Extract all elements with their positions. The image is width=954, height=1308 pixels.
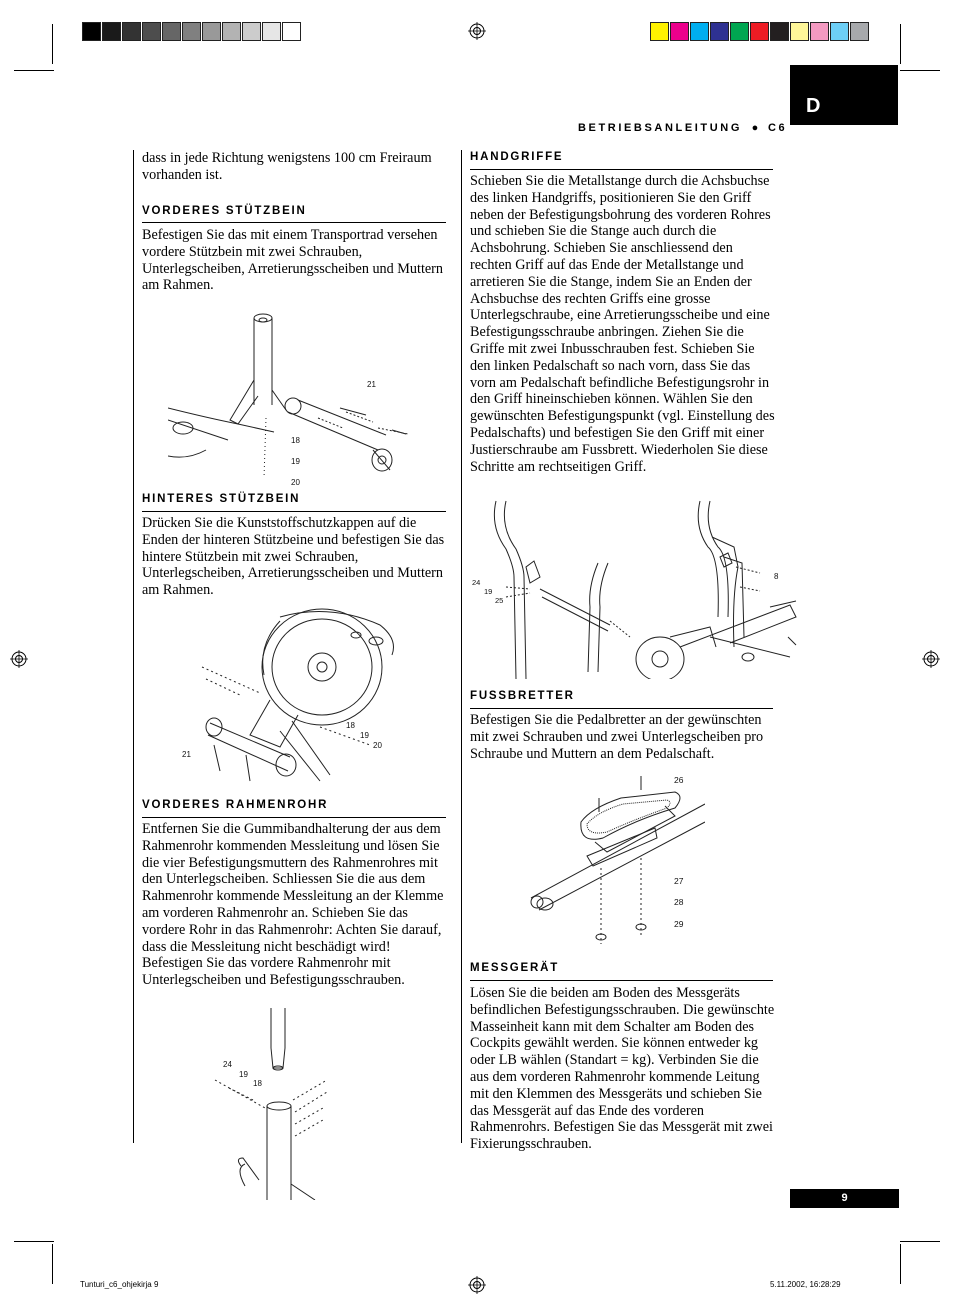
color-swatch <box>690 22 709 41</box>
registration-mark-icon <box>468 22 486 40</box>
section-body-footplates: Befestigen Sie die Pedalbretter an der gewünschten mit zwei Schrauben und zwei Unterlegscheiben pro Schraube und Muttern an dem Pedalschaft. <box>470 712 764 762</box>
left-column-rule <box>133 150 134 1143</box>
figure-front-leg <box>168 300 408 488</box>
color-swatch <box>670 22 689 41</box>
gray-swatch <box>202 22 221 41</box>
figure-footplates <box>525 772 705 950</box>
page-number: 9 <box>790 1189 899 1208</box>
running-head <box>578 122 787 134</box>
heading-rule <box>142 222 446 223</box>
center-column-rule <box>461 150 462 1143</box>
color-swatch <box>710 22 729 41</box>
heading-rule <box>142 511 446 512</box>
color-swatch <box>850 22 869 41</box>
heading-rule <box>470 169 773 170</box>
gray-swatch <box>162 22 181 41</box>
heading-rule <box>142 817 446 818</box>
figure-label: 20 <box>291 478 300 487</box>
figure-label: 8 <box>774 572 779 581</box>
section-heading-front-leg: VORDERES STÜTZBEIN <box>142 205 307 217</box>
section-body-rear-leg: Drücken Sie die Kunststoffschutzkappen auf die Enden der hinteren Stützbeine und befestigen Sie das hintere Stützbein mit zwei Schrauben, Unterlegscheiben, Arretierungsscheiben und Muttern am Rahmen. <box>142 515 445 599</box>
section-body-front-leg: Befestigen Sie das mit einem Transportrad versehen vordere Stützbein mit zwei Schrauben, Unterlegscheiben, Arretierungsscheiben und Muttern am Rahmen. <box>142 227 443 294</box>
gray-swatch <box>82 22 101 41</box>
heading-rule <box>470 708 773 709</box>
print-slug-filename: Tunturi_c6_ohjekirja 9 <box>80 1280 159 1289</box>
figure-label: 27 <box>674 876 684 886</box>
gray-swatch <box>182 22 201 41</box>
section-heading-meter: MESSGERÄT <box>470 962 560 974</box>
figure-label: 19 <box>360 731 369 740</box>
registration-mark-icon <box>922 650 940 668</box>
figure-label: 18 <box>346 721 355 730</box>
figure-label: 26 <box>674 775 684 785</box>
figure-label: 29 <box>674 919 684 929</box>
figure-label: 18 <box>253 1079 262 1088</box>
model-name: C6 <box>767 122 788 134</box>
color-swatch <box>730 22 749 41</box>
figure-label: 19 <box>484 587 493 596</box>
gray-swatch <box>122 22 141 41</box>
print-slug-timestamp: 5.11.2002, 16:28:29 <box>770 1280 841 1289</box>
color-swatch <box>750 22 769 41</box>
color-swatch <box>810 22 829 41</box>
gray-swatch <box>242 22 261 41</box>
color-swatch <box>650 22 669 41</box>
figure-label: 21 <box>367 380 376 389</box>
color-swatch <box>830 22 849 41</box>
figure-label: 24 <box>472 578 481 587</box>
registration-mark-icon <box>468 1276 486 1294</box>
running-head-title: BETRIEBSANLEITUNG <box>578 122 742 134</box>
section-heading-footplates: FUSSBRETTER <box>470 690 575 702</box>
figure-label: 19 <box>291 457 300 466</box>
heading-rule <box>470 980 773 981</box>
figure-label: 20 <box>373 741 382 750</box>
language-code: D <box>806 95 821 117</box>
figure-label: 24 <box>223 1060 232 1069</box>
gray-swatch <box>142 22 161 41</box>
registration-mark-icon <box>10 650 28 668</box>
gray-swatch <box>222 22 241 41</box>
gray-swatch <box>262 22 281 41</box>
figure-label: 28 <box>674 897 684 907</box>
figure-rear-leg <box>180 605 400 790</box>
figure-label: 21 <box>182 750 191 759</box>
section-heading-rear-leg: HINTERES STÜTZBEIN <box>142 493 301 505</box>
gray-swatch <box>282 22 301 41</box>
figure-label: 25 <box>495 596 504 605</box>
grayscale-calibration-bar <box>82 22 302 41</box>
figure-label: 19 <box>239 1070 248 1079</box>
section-heading-front-frame-tube: VORDERES RAHMENROHR <box>142 799 329 811</box>
section-heading-handlebars: HANDGRIFFE <box>470 151 564 163</box>
color-calibration-bar <box>650 22 870 41</box>
color-swatch <box>770 22 789 41</box>
figure-front-frame-tube <box>205 1008 335 1200</box>
intro-text: dass in jede Richtung wenigstens 100 cm Freiraum vorhanden ist. <box>142 150 432 183</box>
figure-handlebars <box>470 497 800 679</box>
bullet-icon: ● <box>751 122 759 134</box>
section-body-front-frame-tube: Entfernen Sie die Gummibandhalterung der aus dem Rahmenrohr kommenden Messleitung und lösen Sie die vier Befestigungsmuttern des Rahmenrohres mit den Unterlegscheiben. Schliessen Sie die aus dem Rahmenrohr kommende Messleitung an der Klemme am vorderen Rahmenrohr an. Schieben Sie das vordere Rohr in das Rahmenrohr: Achten Sie darauf, dass die Messleitung nicht beschädigt wird! Befestigen Sie das vordere Rahmenrohr mit Unterlegscheiben und Befestigungsschrauben. <box>142 821 444 989</box>
gray-swatch <box>102 22 121 41</box>
language-tab <box>790 65 898 125</box>
section-body-handlebars: Schieben Sie die Metallstange durch die Achsbuchse des linken Handgriffs, positionieren Sie den Griff neben der Befestigungsbohrung des vorderen Rohres und schieben Sie die Stange auch durch die Achsbohrung. Schieben Sie anschliessend den rechten Griff auf das Ende der Metallstange und arretieren Sie die Stange, indem Sie an Enden der Achsbuchse des rechten Griffs eine grosse Unterlegschraube, eine Arretierungsscheibe und eine Befestigungsschraube anbringen. Ziehen Sie die Griffe mit zwei Inbusschrauben fest. Schieben Sie den linken Pedalschaft so nach vorn, dass Sie das vorn am Pedalschaft befindliche Befestigungsrohr in den Griff hineinschieben können. Wählen Sie den gewünschten Befestigungspunkt (vgl. Einstellung des Pedalschafts) und befestigen Sie den Griff mit einer Justierschraube am Fussbrett. Wiederholen Sie diese Schritte am rechtseitigen Griff. <box>470 173 775 475</box>
figure-label: 18 <box>291 436 300 445</box>
section-body-meter: Lösen Sie die beiden am Boden des Messgeräts befindlichen Befestigungsschrauben. Die gewünschte Masseinheit kann mit dem Schalter am Boden des Cockpits gewählt werden. Sie können entweder kg oder LB wählen (Standart = kg). Verbinden Sie die aus dem vorderen Rahmenrohr kommende Leitung mit den Klemmen des Messgeräts und schieben Sie das Messgerät auf das Ende des vorderen Rahmenrohrs. Befestigen Sie das Messgerät mit zwei Fixierungsschrauben. <box>470 985 775 1153</box>
color-swatch <box>790 22 809 41</box>
